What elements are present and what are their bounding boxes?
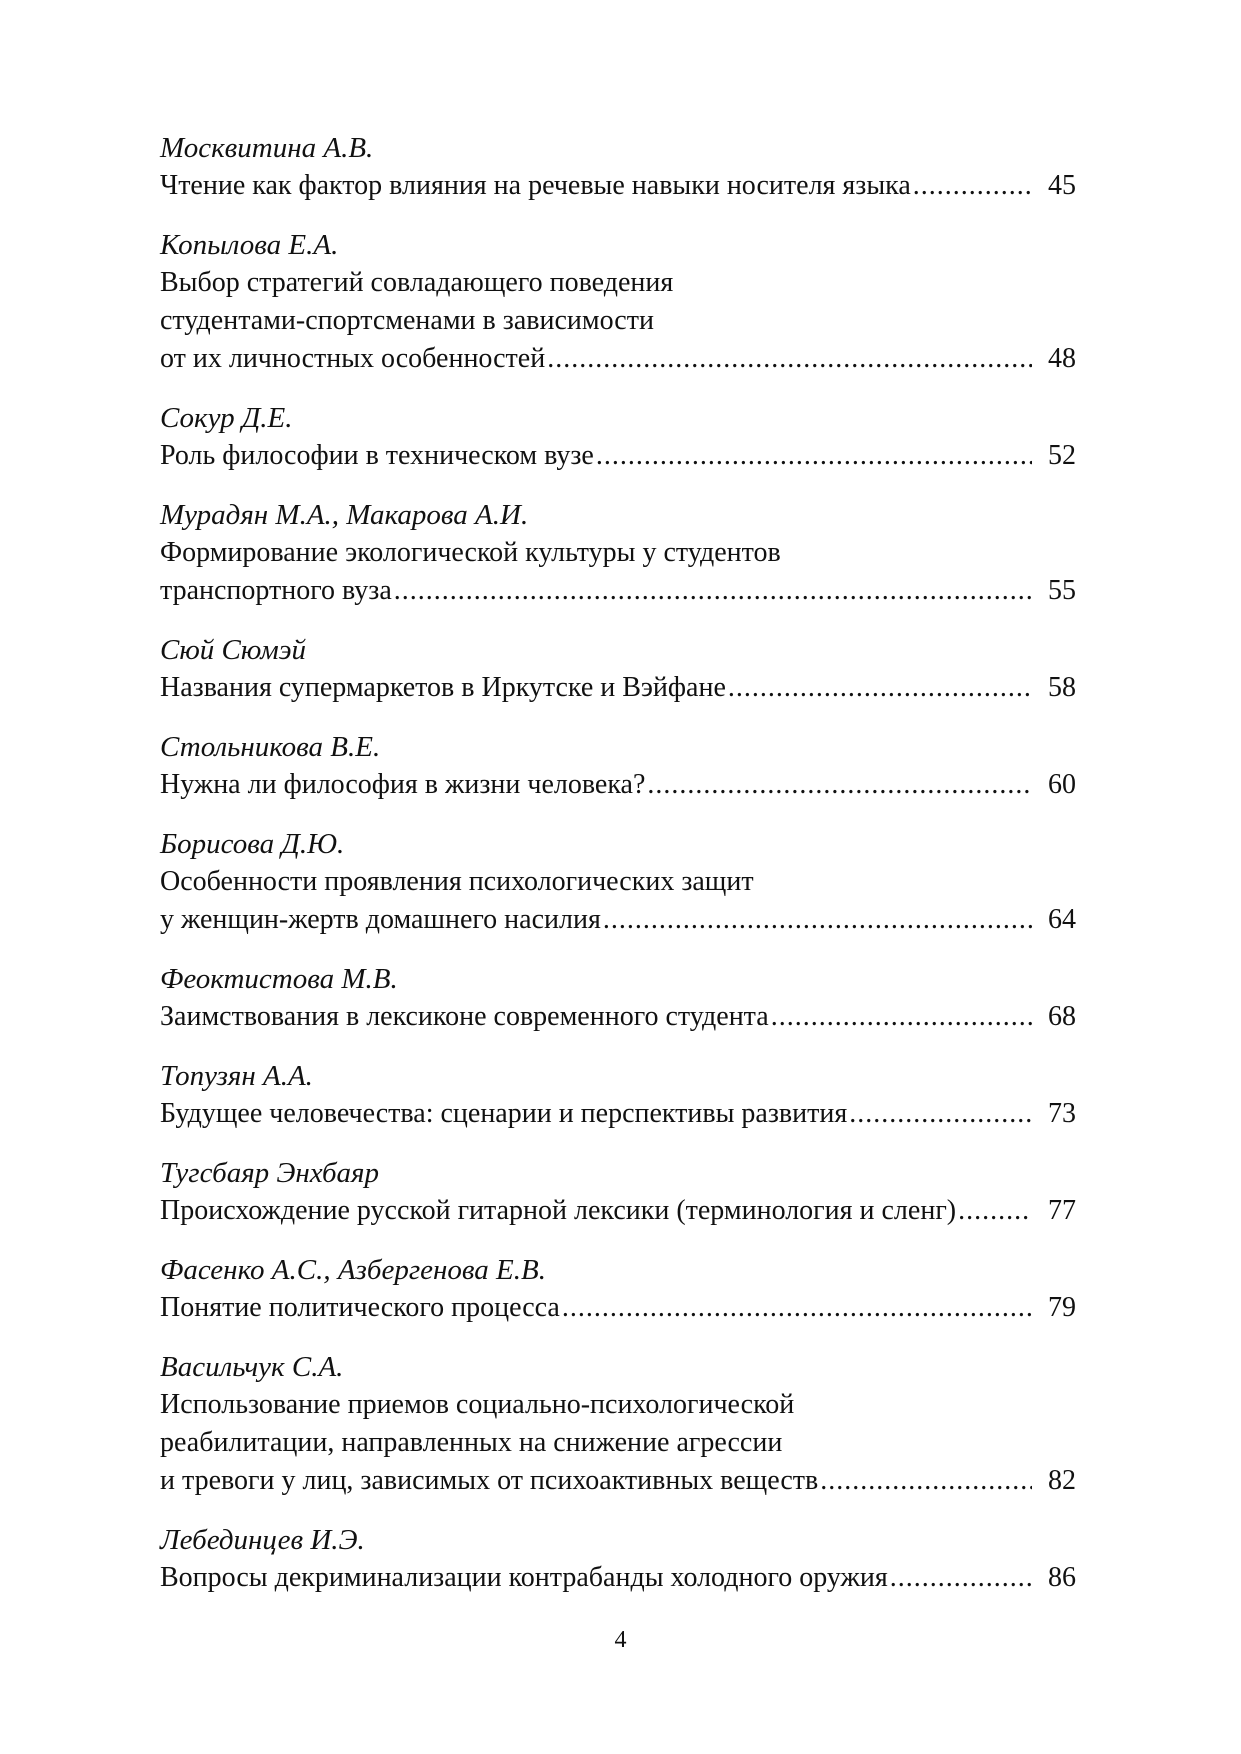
- dot-leader: [771, 998, 1032, 1036]
- toc-entry-author: Копылова Е.А.: [160, 229, 339, 261]
- toc-entry-author: Борисова Д.Ю.: [160, 828, 345, 860]
- toc-entry-title-line: Использование приемов социально-психологической: [160, 1389, 795, 1420]
- toc-entry-author: Лебединцев И.Э.: [160, 1524, 365, 1556]
- toc-entry-title-final-line: [160, 167, 1076, 205]
- toc-entry-author: Сюй Сюмэй: [160, 634, 307, 666]
- toc-entry: [160, 826, 1076, 939]
- toc-entry-title-text: от их личностных особенностей: [160, 343, 546, 374]
- toc-entry: [160, 400, 1076, 475]
- dot-leader: [647, 766, 1032, 804]
- toc-entry-title-final-line: [160, 1462, 1076, 1500]
- dot-leader: [596, 437, 1032, 475]
- toc-entry-title-line: студентами-спортсменами в зависимости: [160, 305, 654, 336]
- toc-entry: [160, 1058, 1076, 1133]
- dot-leader: [547, 340, 1032, 378]
- toc-entry: [160, 227, 1076, 378]
- toc-entry-page-number: 68: [1048, 1001, 1076, 1032]
- toc-entry-page-number: 52: [1048, 440, 1076, 471]
- toc-entry-title-final-line: [160, 669, 1076, 707]
- toc-entry-title-text: и тревоги у лиц, зависимых от психоактивных веществ: [160, 1465, 819, 1496]
- dot-leader: [890, 1559, 1032, 1597]
- toc-entry-author: Сокур Д.Е.: [160, 402, 293, 434]
- toc-entry-page-number: 45: [1048, 170, 1076, 201]
- toc-entry-title-text: Чтение как фактор влияния на речевые навыки носителя языка: [160, 170, 911, 201]
- toc-entry-title-final-line: [160, 1289, 1076, 1327]
- toc-entry-title-final-line: [160, 437, 1076, 475]
- toc-entry-title-text: Понятие политического процесса: [160, 1292, 560, 1323]
- toc-entry-title-text: Будущее человечества: сценарии и перспективы развития: [160, 1098, 848, 1129]
- toc-entry-page-number: 60: [1048, 769, 1076, 800]
- table-of-contents: [160, 130, 1076, 1619]
- toc-entry-title-text: транспортного вуза: [160, 575, 392, 606]
- toc-entry-title-final-line: [160, 1559, 1076, 1597]
- toc-entry-author: Феоктистова М.В.: [160, 963, 398, 995]
- dot-leader: [958, 1192, 1032, 1230]
- toc-entry: [160, 632, 1076, 707]
- toc-entry-page-number: 82: [1048, 1465, 1076, 1496]
- toc-entry-title-line: реабилитации, направленных на снижение агрессии: [160, 1427, 783, 1458]
- dot-leader: [820, 1462, 1032, 1500]
- toc-entry-author: Васильчук С.А.: [160, 1351, 344, 1383]
- toc-entry: [160, 729, 1076, 804]
- toc-entry-title-final-line: [160, 901, 1076, 939]
- toc-entry-page-number: 48: [1048, 343, 1076, 374]
- dot-leader: [394, 572, 1032, 610]
- toc-entry-title-final-line: [160, 572, 1076, 610]
- toc-entry-title-final-line: [160, 340, 1076, 378]
- toc-entry-page-number: 79: [1048, 1292, 1076, 1323]
- toc-entry-author: Фасенко А.С., Азбергенова Е.В.: [160, 1254, 546, 1286]
- toc-entry-title-text: Нужна ли философия в жизни человека?: [160, 769, 646, 800]
- toc-entry: [160, 130, 1076, 205]
- toc-entry: [160, 1252, 1076, 1327]
- toc-entry-page-number: 77: [1048, 1195, 1076, 1226]
- toc-entry: [160, 1349, 1076, 1500]
- toc-entry: [160, 961, 1076, 1036]
- page-number: 4: [614, 1627, 627, 1653]
- toc-entry-page-number: 73: [1048, 1098, 1076, 1129]
- toc-entry-title-text: Вопросы декриминализации контрабанды холодного оружия: [160, 1562, 888, 1593]
- toc-entry-title-final-line: [160, 1192, 1076, 1230]
- toc-entry: [160, 1155, 1076, 1230]
- dot-leader: [728, 669, 1032, 707]
- toc-entry-author: Стольникова В.Е.: [160, 731, 381, 763]
- toc-entry-title-final-line: [160, 766, 1076, 804]
- toc-entry-title-text: Происхождение русской гитарной лексики (терминология и сленг): [160, 1195, 957, 1226]
- toc-entry-title-final-line: [160, 998, 1076, 1036]
- toc-entry-author: Москвитина А.В.: [160, 132, 374, 164]
- toc-entry-title-line: Выбор стратегий совладающего поведения: [160, 267, 674, 298]
- dot-leader: [849, 1095, 1032, 1133]
- toc-entry-page-number: 86: [1048, 1562, 1076, 1593]
- toc-entry: [160, 1522, 1076, 1597]
- toc-entry-title-line: Особенности проявления психологических защит: [160, 866, 754, 897]
- dot-leader: [913, 167, 1032, 205]
- toc-entry-title-text: Заимствования в лексиконе современного студента: [160, 1001, 769, 1032]
- toc-entry-page-number: 58: [1048, 672, 1076, 703]
- toc-entry-page-number: 64: [1048, 904, 1076, 935]
- toc-entry-author: Мурадян М.А., Макарова А.И.: [160, 499, 529, 531]
- dot-leader: [603, 901, 1032, 939]
- toc-entry-title-text: Роль философии в техническом вузе: [160, 440, 594, 471]
- toc-entry-title-text: Названия супермаркетов в Иркутске и Вэйфане: [160, 672, 726, 703]
- dot-leader: [562, 1289, 1032, 1327]
- toc-entry: [160, 497, 1076, 610]
- toc-entry-title-line: Формирование экологической культуры у студентов: [160, 537, 781, 568]
- toc-entry-author: Тугсбаяр Энхбаяр: [160, 1157, 380, 1189]
- toc-entry-page-number: 55: [1048, 575, 1076, 606]
- toc-entry-author: Топузян А.А.: [160, 1060, 313, 1092]
- toc-entry-title-final-line: [160, 1095, 1076, 1133]
- toc-entry-title-text: у женщин-жертв домашнего насилия: [160, 904, 601, 935]
